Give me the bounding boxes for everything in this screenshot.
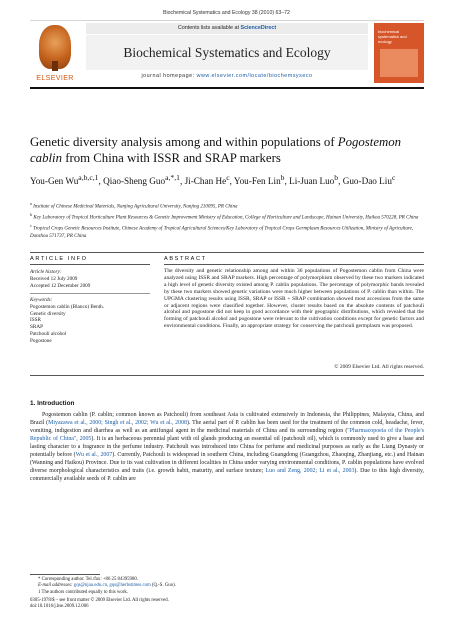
journal-title[interactable]: Biochemical Systematics and Ecology <box>123 45 331 60</box>
journal-banner <box>86 21 368 83</box>
elsevier-trunk-icon <box>52 61 58 71</box>
author-name[interactable]: Ji-Chan He <box>184 176 227 187</box>
doi-line[interactable]: doi:10.1016/j.bse.2009.12.006 <box>30 604 89 610</box>
author-affil-sup[interactable]: b <box>280 173 285 182</box>
cover-image-icon <box>380 49 418 77</box>
abstract-copyright: © 2009 Elsevier Ltd. All rights reserved. <box>334 364 424 370</box>
history-label: Article history: <box>30 269 62 275</box>
introduction-heading: 1. Introduction <box>30 400 75 407</box>
keyword-item: SRAP <box>30 324 43 331</box>
keyword-item: Patchouli alcohol <box>30 330 67 337</box>
accepted-date: Accepted 12 December 2009 <box>30 282 91 289</box>
homepage-link[interactable]: www.elsevier.com/locate/biochemsyseco <box>196 73 313 79</box>
title-part-1: Genetic diversity analysis among and within populations of <box>30 135 338 149</box>
keywords-list <box>30 297 150 345</box>
footnote-divider <box>30 574 100 575</box>
author-name[interactable]: You-Gen Wu <box>30 176 79 187</box>
article-info-rule <box>30 264 150 265</box>
citation-link[interactable]: "Pharmacopoeia of the People's Republic of China", 2005 <box>30 428 424 443</box>
keyword-item: Genetic diversity <box>30 310 66 317</box>
author-affil-sup[interactable]: a,b,c,1 <box>78 173 99 182</box>
author-affil-sup[interactable]: c <box>226 173 230 182</box>
author-name[interactable]: Li-Juan Luo <box>289 176 335 187</box>
cover-title: biochemical systematics and ecology <box>378 29 407 44</box>
introduction-paragraph <box>30 411 424 483</box>
keywords-label: Keywords: <box>30 297 53 303</box>
affiliations <box>30 200 424 241</box>
intro-text-segment: Pogostemon cablin (P. cablin; common known as Patchouli) from southeast Asia is cultivated extensively in Indonesia, the Philippines, Malaysia, China, and Brazil ( <box>30 412 424 427</box>
homepage-prefix: journal homepage: <box>141 73 197 79</box>
abstract-heading: ABSTRACT <box>164 256 207 262</box>
elsevier-logo[interactable] <box>30 23 80 83</box>
email-suffix: (Q.-S. Guo). <box>150 583 176 589</box>
affiliation-item <box>30 211 424 222</box>
author-affil-sup[interactable]: a,*,1 <box>165 173 180 182</box>
issn-line: 0305-1978/$ – see front matter © 2009 Elsevier Ltd. All rights reserved. <box>30 598 169 603</box>
elsevier-wordmark: ELSEVIER <box>36 73 74 82</box>
citation-link[interactable]: Luo and Zeng, 2002; Li et al., 2003 <box>265 468 355 475</box>
affiliation-item <box>30 200 424 211</box>
keyword-item: Pogostone <box>30 337 52 344</box>
affiliation-item <box>30 222 424 240</box>
author-list: You-Gen Wu$^{a,b,c,1}$, Qiao-Sheng Guo$^{a,*,1}$, Ji-Chan He$^c$, You-Fen Lin$^b$, Li-Juan Luo$^b$, Guo-Dao Liu$^c$ <box>30 173 396 187</box>
footnotes <box>38 577 418 596</box>
keywords-divider <box>30 293 150 294</box>
journal-cover-thumbnail[interactable] <box>374 23 424 83</box>
author-affil-sup[interactable]: c <box>391 173 396 182</box>
author-name[interactable]: Qiao-Sheng Guo <box>103 176 166 187</box>
title-part-2: from China with ISSR and SRAP markers <box>62 150 281 165</box>
citation-link[interactable]: Miyazawa et al., 2000; Singh et al., 2002; Wu et al., 2008 <box>48 420 187 427</box>
received-date: Received 12 July 2009 <box>30 275 78 282</box>
affiliation-sup: b <box>30 212 33 218</box>
masthead-divider <box>30 87 424 89</box>
article-title <box>30 135 424 166</box>
intro-text-segment: ). Due to this high diversity, commercially available seeds of P. cablin are <box>30 468 424 483</box>
intro-text-segment: ). Currently, Patchouli is widespread in southern China, including Guangdong (Guangzhou, Zhaoqing, Zhanjiang, etc.) and Hainan (Wanning and Haikou) Province. Due to its vast cultivation in different localities in China under varying environmental conditions, P. cablin populations have evolved diverse morphological characteristics and traits (i.e. growth habit, maturity, and surface texture; <box>30 452 424 475</box>
intro-text-segment: ). It is an herbaceous perennial plant with oil glands producing an essential oil (patchouli oil), which is commonly used to give a base and lasting character to a fragrance in the perfume industry. Patchouli was introduced into China for perfume and medicinal purposes as early as the Liang Dynasty or potentially before ( <box>30 436 424 459</box>
journal-title-box <box>86 35 368 70</box>
section-divider-top <box>30 252 424 253</box>
intro-text-segment: ). The aerial part of P. cablin has been used for the treatment of the common cold, headache, fever, vomiting, indigestion and diarrhea as well as an antifungal agent in the medicinal materials of China and its surrounding region ( <box>30 420 425 435</box>
affiliation-sup: c <box>30 223 32 229</box>
affiliation-sup: a <box>30 201 32 206</box>
article-identifiers <box>30 598 424 611</box>
author-name[interactable]: You-Fen Lin <box>233 176 281 187</box>
section-divider-bottom <box>30 375 424 376</box>
email-links[interactable]: gqs@njau.edu.cn, gqs@herbstimes.com <box>73 583 151 589</box>
sciencedirect-link[interactable]: ScienceDirect <box>240 25 277 31</box>
affiliation-text: Institute of Chinese Medicinal Materials, Nanjing Agricultural University, Nanjing 210095, PR China <box>33 204 238 210</box>
email-label: E-mail addresses: <box>38 583 74 589</box>
citation-link[interactable]: Wu et al., 2007 <box>75 452 113 459</box>
equal-contribution-note: 1 The authors contributed equally to this work. <box>38 589 128 595</box>
corresponding-author-note: * Corresponding author. Tel./fax: +86 25 84395980. <box>38 577 138 582</box>
running-head: Biochemical Systematics and Ecology 38 (2010) 63–72 <box>163 10 290 16</box>
journal-masthead <box>30 20 424 85</box>
affiliation-text: Tropical Crops Genetic Resources Institute, Chinese Academy of Tropical Agricultural Sciences/Key Laboratory of Tropical Crops Germplasm Resources Utilization, Ministry of Agriculture, Danzhou 571737, PR China <box>30 226 414 240</box>
abstract-rule <box>164 264 424 265</box>
journal-homepage <box>86 73 368 79</box>
keyword-item: Pogostemon cablin (Blanco) Benth. <box>30 303 105 310</box>
abstract-text: The diversity and genetic relationship among and within 36 populations of Pogostemon cablin from China were analyzed using ISSR and SRAP markers. High percentage of polymorphism observed by these two markers indicated a high level of genetic diversity existed among P. cablin populations. The percentage of polymorphic bands revealed by these two markers showed genetic variations were much higher between populations of P. cablin than within. The UPGMA clustering results using ISSR, SRAP or ISSR + SRAP combination showed most accessions from the same or adjacent regions were classified together. However, cluster results based on the absolute contents of patchouli alcohol and pogostone did not keep in good accordance with their geographic distributions, which revealed that the forming of patchouli alcohol and pogostone were relevant to the cultivation conditions except for genetic factors and environmental conditions. Finally, an appropriate strategy for conserving the patchouli germplasm was proposed. <box>164 268 424 330</box>
author-affil-sup[interactable]: b <box>334 173 339 182</box>
article-history <box>30 269 150 289</box>
article-info-heading: ARTICLE INFO <box>30 256 88 262</box>
keyword-item: ISSR <box>30 317 41 324</box>
author-name[interactable]: Guo-Dao Liu <box>342 176 392 187</box>
title-species: Pogostemon cablin <box>30 135 402 165</box>
contents-prefix: Contents lists available at <box>177 25 241 31</box>
contents-bar <box>86 23 368 34</box>
affiliation-text: Key Laboratory of Tropical Horticulture Plant Resources & Genetic Improvement Ministry of Education, College of Horticulture and Landscape, Hainan University, Haikou 570228, PR China <box>33 215 419 221</box>
